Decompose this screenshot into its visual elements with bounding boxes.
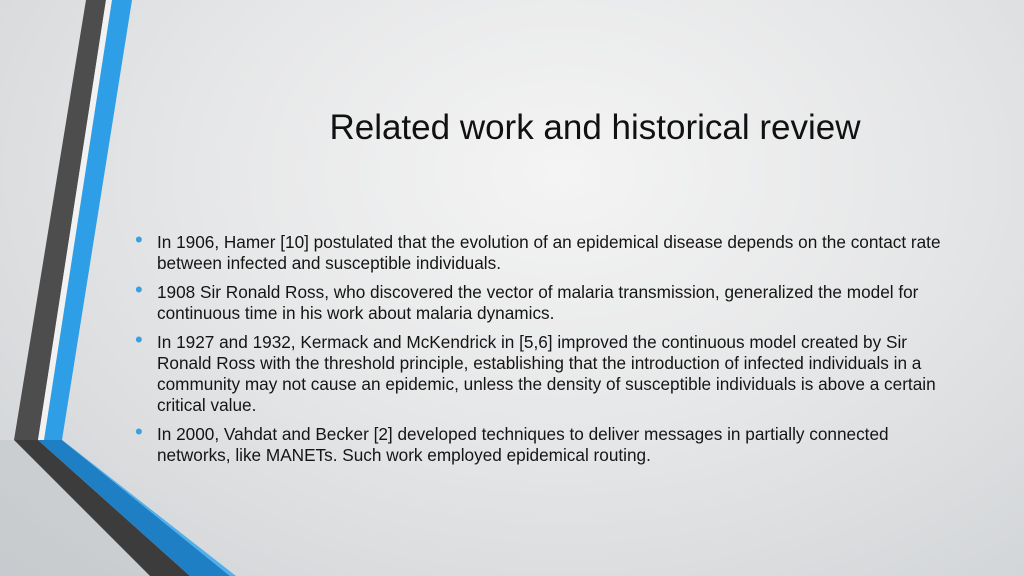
list-item [135, 227, 965, 274]
list-item [135, 327, 965, 416]
bullet-icon: • [135, 277, 143, 302]
list-item [135, 277, 965, 324]
bullet-text: 1908 Sir Ronald Ross, who discovered the vector of malaria transmission, generalized the model for continuous time in his work about malaria dynamics. [157, 282, 919, 323]
bullet-text: In 1927 and 1932, Kermack and McKendrick in [5,6] improved the continuous model created by Sir Ronald Ross with the threshold principle, establishing that the introduction of infected individuals in a community may not cause an epidemic, unless the density of susceptible individuals is above a certain critical value. [157, 332, 936, 415]
list-item [135, 419, 965, 466]
bullet-icon: • [135, 227, 143, 252]
slide-title: Related work and historical review [329, 108, 861, 147]
white-stripe [38, 0, 112, 440]
bullet-icon: • [135, 327, 143, 352]
bullet-text: In 1906, Hamer [10] postulated that the evolution of an epidemical disease depends on the contact rate between infected and susceptible individuals. [157, 232, 941, 273]
bullet-list [135, 227, 965, 474]
bullet-text: In 2000, Vahdat and Becker [2] developed techniques to deliver messages in partially connected networks, like MANETs. Such work employed epidemical routing. [157, 424, 889, 465]
bullet-icon: • [135, 419, 143, 444]
